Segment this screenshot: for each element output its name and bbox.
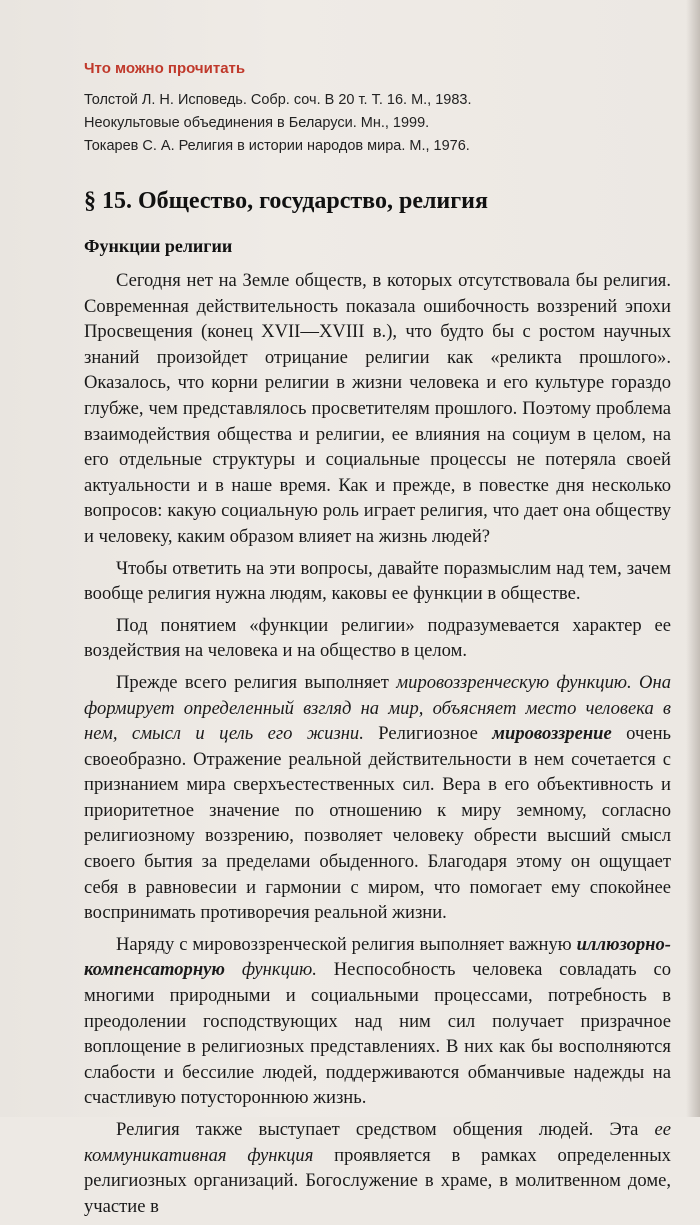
reference-item: Неокультовые объединения в Беларуси. Мн., 1999. — [84, 115, 430, 131]
further-reading — [84, 60, 674, 158]
text-run: Неспособность человека совладать со многими природными и социальными процессами, потребность в преодолении господствующих над ним сил получает призрачное воплощение в религиозных представлениях. В них как бы восполняются слабости и бессилие людей, поддерживаются обманчивые надежды на счастливую потустороннюю жизнь. — [84, 959, 672, 1109]
paragraph: Чтобы ответить на эти вопросы, давайте поразмыслим над тем, зачем вообще религия нужна людям, каковы ее функции в обществе. — [84, 557, 671, 605]
body-text — [84, 268, 671, 1225]
text-run: проявляется в рамках определенных религиозных организаций. Богослужение в храме, в молитвенном доме, участие в — [84, 1144, 671, 1217]
text-run: Религия также выступает средством общения людей. Эта — [116, 1119, 655, 1140]
text-run: очень своеобразно. Отражение реальной действительности в нем сочетается с признанием мира сверхъестественных сил. Вера в его объективность и приоритетное значение по отношению к миру земному, согласно религиозному воззрению, позволяет человеку обрести высший смысл своего бытия за пределами обыденного. Благодаря этому он ощущает себя в равновесии и гармонии с миром, что помогает ему спокойнее воспринимать противоречия реальной жизни. — [84, 723, 672, 924]
text-run: Религиозное — [363, 723, 493, 745]
further-reading-title: Что можно прочитать — [84, 60, 246, 77]
paragraph: Сегодня нет на Земле обществ, в которых отсутствовала бы религия. Современная действительность показала ошибочность воззрений эпохи Просвещения (конец XVII—XVIII в.), что будто бы с ростом научных знаний произойдет отрицание религии как «реликта прошлого». Оказалось, что корни религии в жизни человека и его культуре гораздо глубже, чем представлялось просветителям прошлого. Поэтому проблема взаимодействия общества и религии, ее влияния на социум в целом, на его отдельные структуры и социальные процессы не потеряла своей актуальности и в наше время. Как и прежде, в повестке дня несколько вопросов: какую социальную роль играет религия, что дает она обществу и человеку, каким образом влияет на жизнь людей? — [84, 270, 671, 547]
paragraph — [84, 670, 671, 926]
reference-item: Толстой Л. Н. Исповедь. Собр. соч. В 20 т. Т. 16. М., 1983. — [84, 92, 472, 108]
italic-term: функцию. — [225, 959, 317, 981]
italic-term: мировоззренческую функцию. Она формирует определенный взгляд на мир, объясняет место человека в нем, смысл и цель его жизни. — [84, 671, 671, 745]
paragraph: Под понятием «функции религии» подразумевается характер ее воздействия на человека и на общество в целом. — [84, 614, 671, 662]
italic-term: ее коммуникативная функция — [84, 1119, 671, 1166]
subsection-title: Функции религии — [84, 236, 233, 256]
paragraph — [84, 1117, 671, 1219]
bold-italic-term: иллюзорно-компенсаторную — [84, 933, 671, 981]
paragraph — [84, 932, 671, 1111]
text-run: Наряду с мировоззренческой религия выполняет важную — [116, 933, 577, 955]
page-binding-shadow — [686, 0, 700, 1117]
bold-italic-term: мировоззрение — [492, 723, 612, 745]
text-run: Прежде всего религия выполняет — [116, 671, 397, 693]
reference-item: Токарев С. А. Религия в истории народов мира. М., 1976. — [84, 138, 470, 154]
section-title: § 15. Общество, государство, религия — [84, 188, 488, 214]
